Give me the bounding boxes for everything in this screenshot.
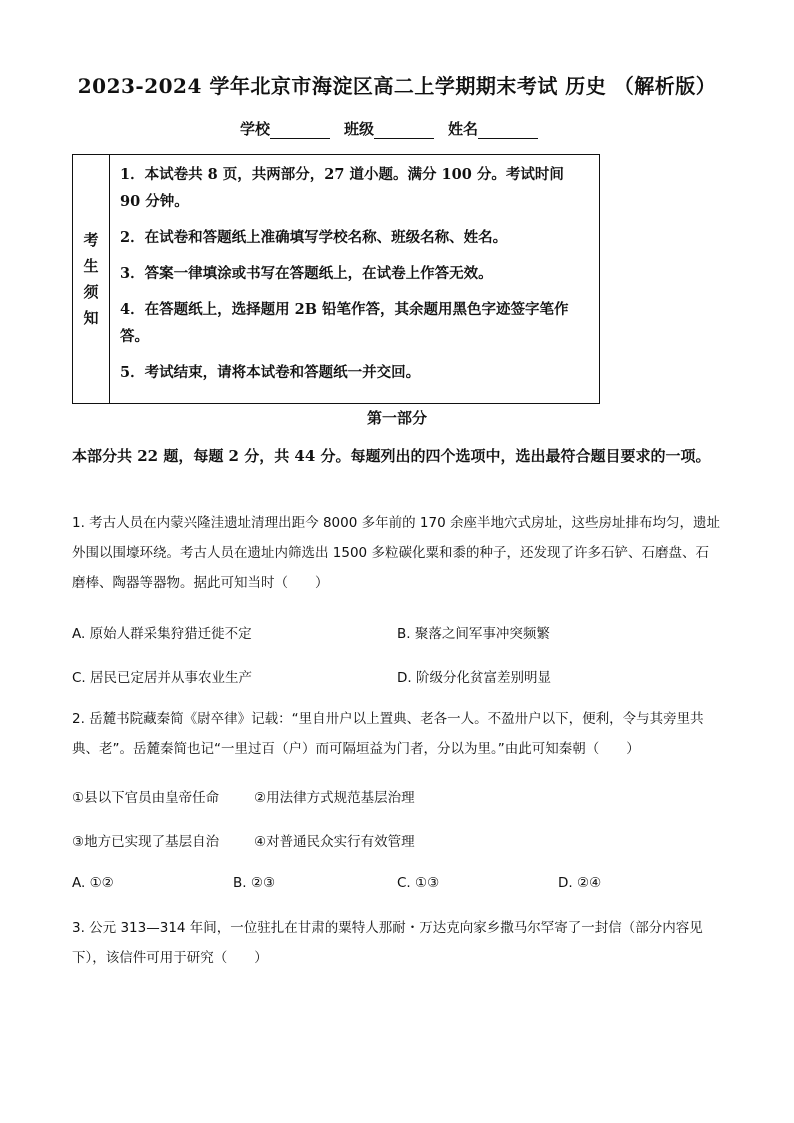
- school-blank: [270, 122, 330, 139]
- part-title: 第一部分: [366, 409, 427, 427]
- name-blank: [478, 122, 538, 139]
- name-field: 姓名: [448, 118, 538, 139]
- notice-item: 2．在试卷和答题纸上准确填写学校名称、班级名称、姓名。: [120, 229, 508, 246]
- question-2-statement-3: ③地方已实现了基层自治: [72, 834, 220, 850]
- question-1-stem: 1. 考古人员在内蒙兴隆洼遗址清理出距今 8000 多年前的 170 余座半地穴式房址，这些房址排布均匀，遗址外围以围壕环绕。考古人员在遗址内筛选出 1500 多粒碳化粟和黍的种子，还发现了许多石铲、石磨盘、石磨棒、陶器等器物。据此可知当时（ ）: [72, 515, 720, 591]
- exam-notice-box: [72, 154, 600, 404]
- student-info-fields: [240, 118, 538, 139]
- question-2-statement-4: ④对普通民众实行有效管理: [254, 834, 415, 850]
- notice-item: 4．在答题纸上，选择题用 2B 铅笔作答，其余题用黑色字迹签字笔作答。: [120, 301, 569, 345]
- question-2-stem: 2. 岳麓书院藏秦简《尉卒律》记载：“里自卅户以上置典、老各一人。不盈卅户以下，便利，令与其旁里共典、老”。岳麓秦简也记“一里过百（户）而可隔垣益为门者，分以为里。”由此可知秦朝（ ）: [72, 711, 704, 757]
- question-1-option-b: B. 聚落之间军事冲突频繁: [397, 626, 550, 642]
- question-2-statement-1: ①县以下官员由皇帝任命: [72, 790, 220, 806]
- document-title: 2023-2024 学年北京市海淀区高二上学期期末考试 历史 （解析版）: [77, 74, 717, 98]
- part-intro: 本部分共 22 题，每题 2 分，共 44 分。每题列出的四个选项中，选出最符合题目要求的一项。: [72, 447, 711, 465]
- question-3-stem: 3. 公元 313—314 年间，一位驻扎在甘肃的粟特人那耐・万达克向家乡撒马尔罕寄了一封信（部分内容见下），该信件可用于研究（ ）: [72, 920, 703, 966]
- class-field: 班级: [344, 118, 434, 139]
- notice-item: 5．考试结束，请将本试卷和答题纸一并交回。: [120, 364, 421, 381]
- question-2-option-d: D. ②④: [558, 875, 602, 891]
- school-field: 学校: [240, 118, 330, 139]
- question-2-option-a: A. ①②: [72, 875, 114, 891]
- class-blank: [374, 122, 434, 139]
- question-2-statement-2: ②用法律方式规范基层治理: [254, 790, 415, 806]
- notice-label: 考 生 须 知: [73, 155, 110, 403]
- question-1-option-a: A. 原始人群采集狩猎迁徙不定: [72, 626, 252, 642]
- notice-items: [110, 155, 599, 403]
- notice-item: 3．答案一律填涂或书写在答题纸上，在试卷上作答无效。: [120, 265, 493, 282]
- question-1-option-c: C. 居民已定居并从事农业生产: [72, 670, 253, 686]
- question-2-option-b: B. ②③: [233, 875, 276, 891]
- question-1-option-d: D. 阶级分化贫富差别明显: [397, 670, 551, 686]
- question-2-option-c: C. ①③: [397, 875, 440, 891]
- notice-item: 1．本试卷共 8 页，共两部分，27 道小题。满分 100 分。考试时间 90 分钟。: [120, 166, 564, 210]
